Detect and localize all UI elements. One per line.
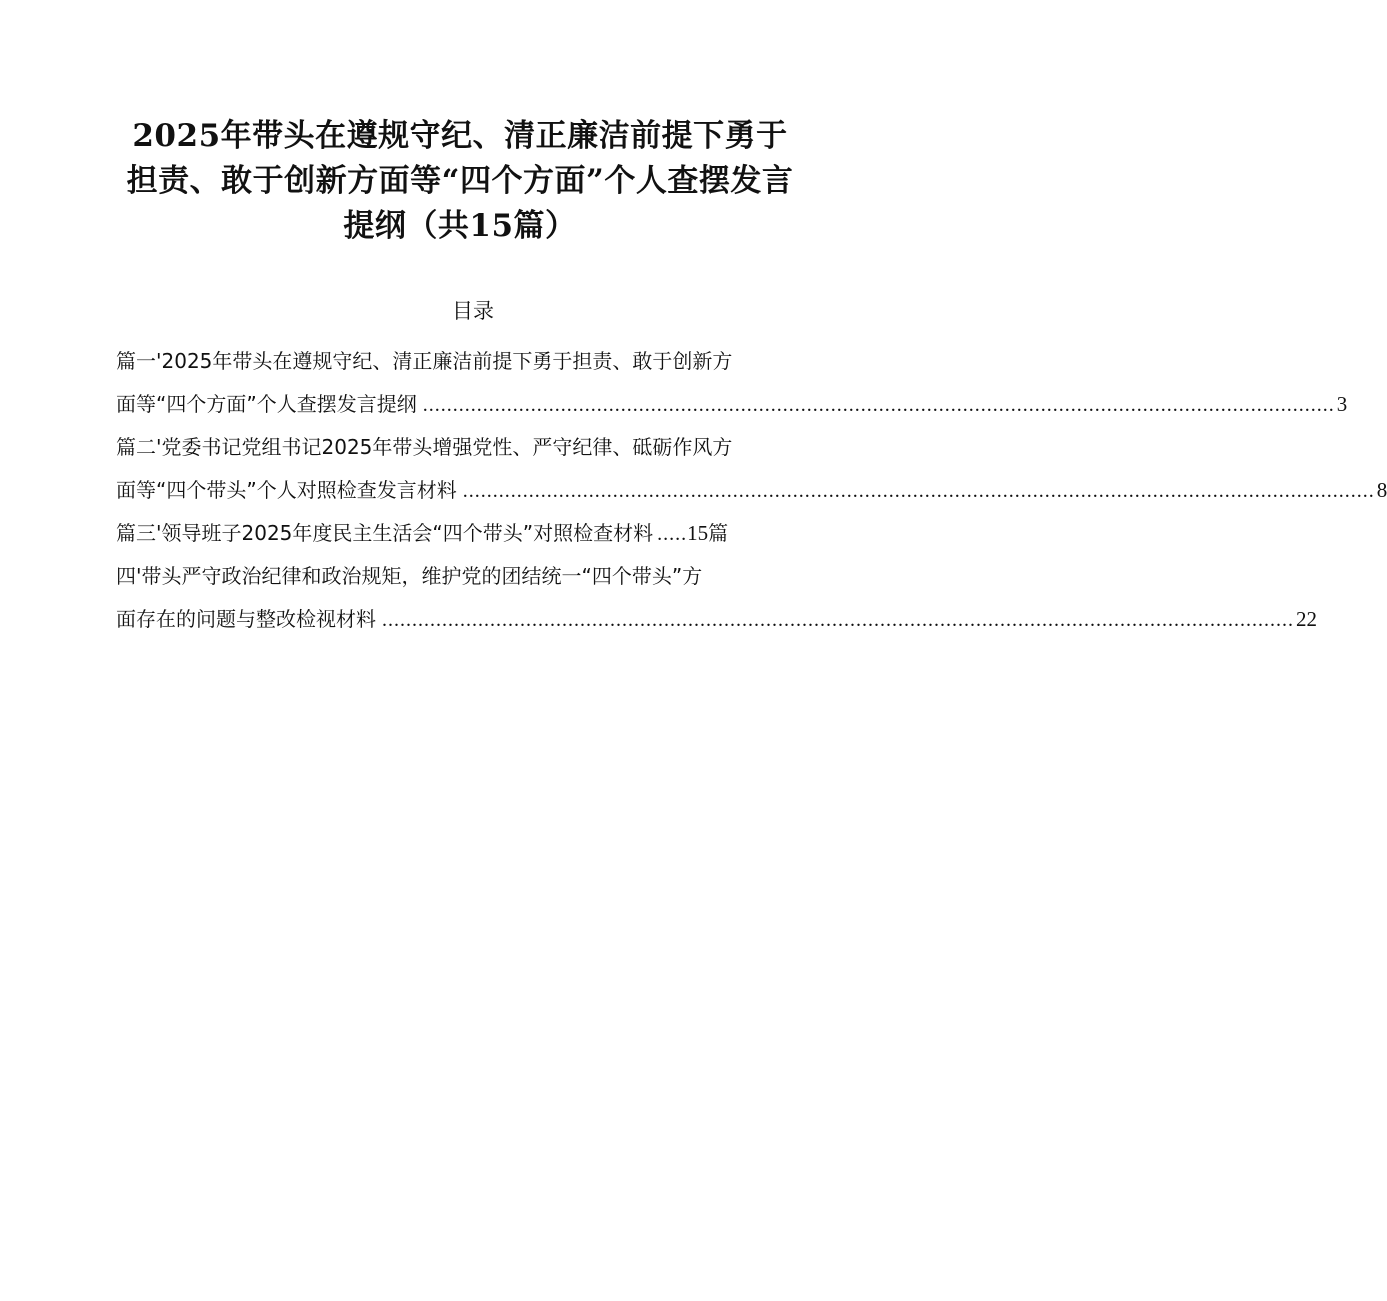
dot-leader: ........................................................................................................................................................	[422, 394, 1335, 416]
toc-page-number: 8	[1376, 478, 1387, 502]
toc-entry-text: 面存在的问题与整改检视材料	[116, 607, 376, 631]
toc-entry-line[interactable]	[116, 512, 830, 555]
title-line: 担责、敢于创新方面等“四个方面”个人查摆发言	[126, 163, 794, 199]
toc-page-number: 15	[687, 521, 709, 545]
dot-leader: ........................................................................................................................................................	[462, 480, 1375, 502]
document-title	[100, 114, 820, 249]
toc-entry-text: 篇	[708, 521, 729, 545]
toc-entry-line[interactable]	[116, 383, 1348, 426]
title-line: 2025年带头在遵规守纪、清正廉洁前提下勇于	[132, 118, 788, 154]
dot-leader: .....	[657, 523, 688, 545]
toc-heading: 目录	[452, 299, 494, 323]
toc-entry-text: 篇二'党委书记党组书记2025年带头增强党性、严守纪律、砥砺作风方	[116, 435, 733, 459]
toc-entry-text: 面等“四个带头”个人对照检查发言材料	[116, 478, 457, 502]
dot-leader: ........................................................................................................................................................	[382, 609, 1294, 631]
toc-page-number: 22	[1296, 607, 1317, 631]
toc-entry-text: 四'带头严守政治纪律和政治规矩，维护党的团结统一“四个带头”方	[116, 564, 703, 588]
toc-entry-text: 面等“四个方面”个人查摆发言提纲	[116, 392, 417, 416]
toc-entry-text: 篇三'领导班子2025年度民主生活会“四个带头”对照检查材料	[116, 521, 654, 545]
title-line: 提纲（共15篇）	[343, 208, 577, 244]
toc-entry-line[interactable]	[116, 340, 830, 383]
toc-entry-line[interactable]	[116, 555, 830, 598]
toc-entry-text: 篇一'2025年带头在遵规守纪、清正廉洁前提下勇于担责、敢于创新方	[116, 349, 733, 373]
table-of-contents	[116, 340, 1387, 641]
toc-entry-line[interactable]	[116, 469, 1387, 512]
toc-entry-line[interactable]	[116, 426, 830, 469]
toc-page-number: 3	[1336, 392, 1348, 416]
toc-entry-line[interactable]	[116, 598, 1317, 641]
